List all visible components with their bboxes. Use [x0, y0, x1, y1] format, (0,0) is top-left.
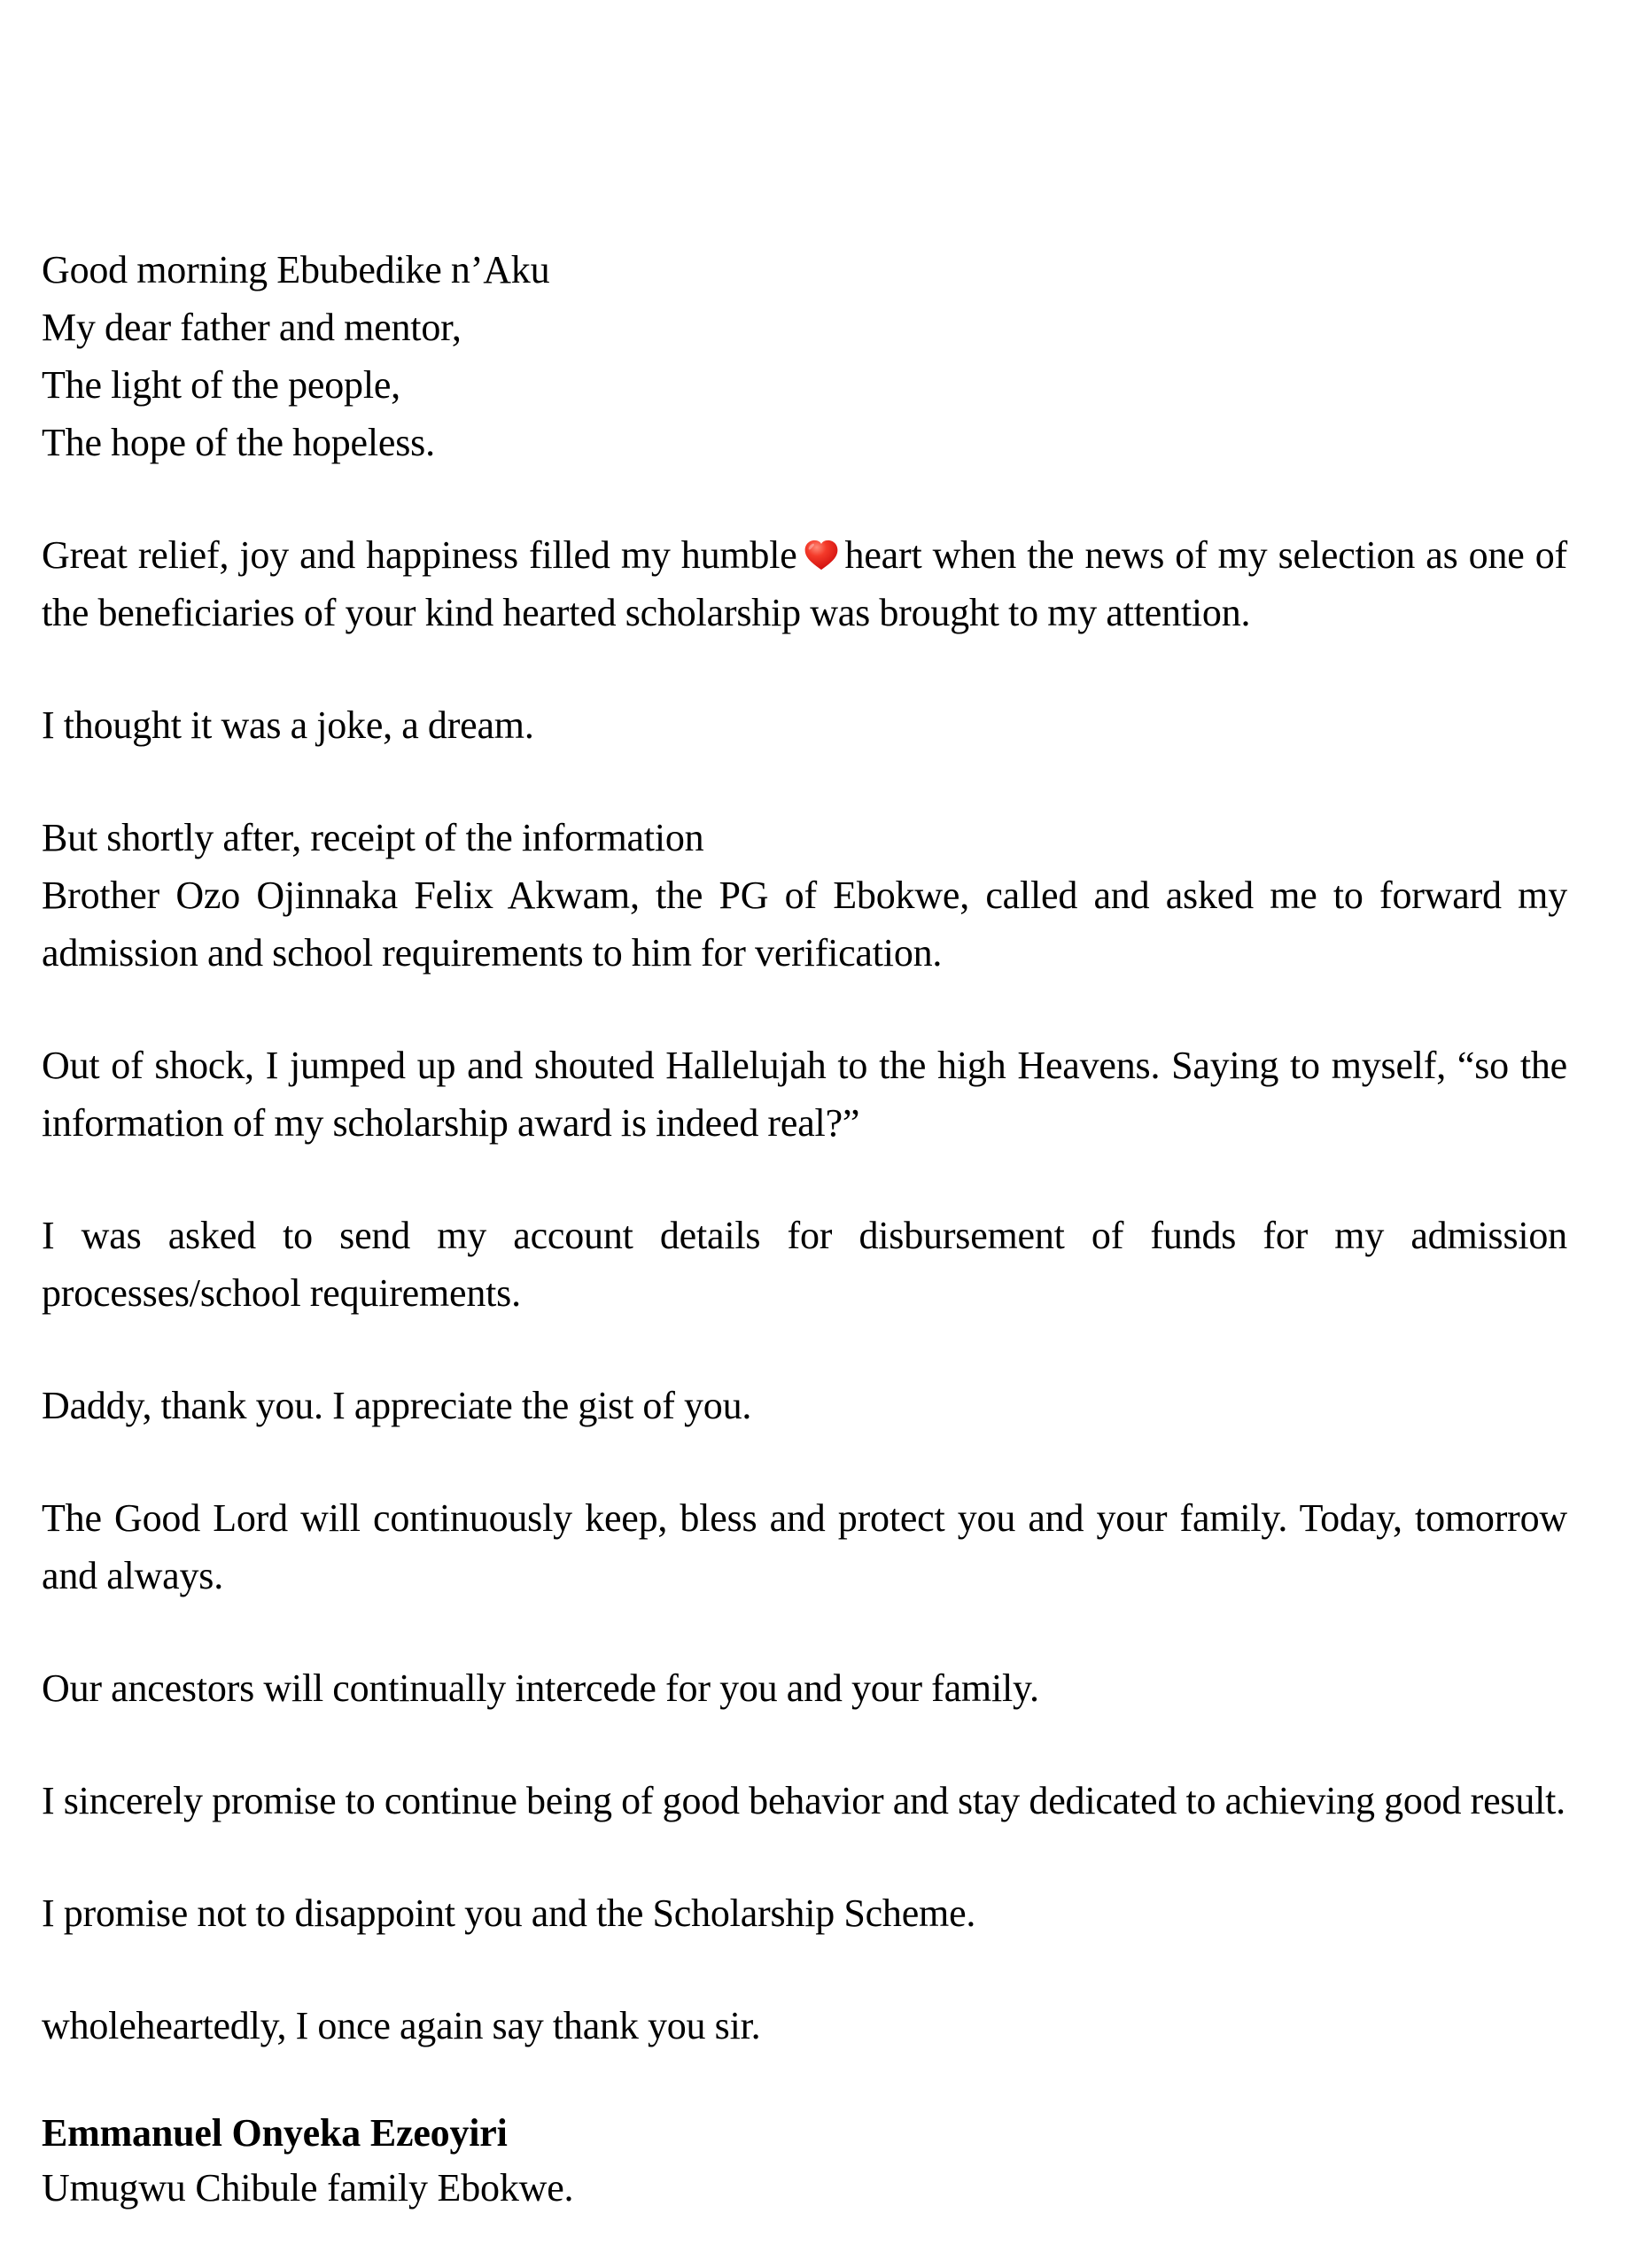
spacer — [42, 1829, 1567, 1884]
paragraph-brother-ozo: Brother Ozo Ojinnaka Felix Akwam, the PG of Ebokwe, called and asked me to forward my admission and school requirements to him for verification. — [42, 874, 1567, 975]
paragraph-good-lord: The Good Lord will continuously keep, bless and protect you and your family. Today, tomorrow and always. — [42, 1496, 1567, 1597]
paragraph-account-details: I was asked to send my account details for disbursement of funds for my admission processes/school requirements. — [42, 1214, 1567, 1315]
red-heart-icon — [803, 536, 840, 573]
spacer — [42, 982, 1567, 1037]
paragraph-closing-thanks: wholeheartedly, I once again say thank you sir. — [42, 2004, 761, 2047]
salutation-line-3: The light of the people, — [42, 363, 400, 407]
salutation-line-1: Good morning Ebubedike n’Aku — [42, 248, 550, 291]
salutation-line-4: The hope of the hopeless. — [42, 421, 435, 464]
signature-name: Emmanuel Onyeka Ezeoyiri — [42, 2111, 508, 2155]
spacer — [42, 1152, 1567, 1207]
paragraph-daddy-thanks: Daddy, thank you. I appreciate the gist of you. — [42, 1384, 752, 1427]
paragraph-gratitude-part-2: heart when the news of my selection as one of the beneficiaries of your kind hearted scholarship was brought to my attention. — [42, 533, 1567, 634]
spacer — [42, 1604, 1567, 1659]
paragraph-promise-behavior: I sincerely promise to continue being of good behavior and stay dedicated to achieving good result. — [42, 1779, 1565, 1822]
spacer — [42, 641, 1567, 696]
salutation-line-2: My dear father and mentor, — [42, 306, 462, 349]
paragraph-information-intro: But shortly after, receipt of the information — [42, 816, 704, 859]
paragraph-gratitude — [42, 526, 1567, 641]
spacer — [42, 1434, 1567, 1489]
spacer — [42, 1717, 1567, 1772]
salutation-block — [42, 241, 1567, 471]
signature-affiliation: Umugwu Chibule family Ebokwe. — [42, 2166, 574, 2210]
spacer — [42, 1942, 1567, 1997]
paragraph-out-of-shock: Out of shock, I jumped up and shouted Hallelujah to the high Heavens. Saying to myself, “so the information of my scholarship award is indeed real?” — [42, 1044, 1567, 1145]
spacer — [42, 471, 1567, 526]
paragraph-promise-not-disappoint: I promise not to disappoint you and the Scholarship Scheme. — [42, 1891, 976, 1935]
letter-body — [42, 241, 1567, 2216]
paragraph-ancestors: Our ancestors will continually intercede for you and your family. — [42, 1666, 1039, 1710]
paragraph-joke-dream: I thought it was a joke, a dream. — [42, 703, 534, 747]
spacer — [42, 754, 1567, 809]
spacer — [42, 1322, 1567, 1377]
spacer — [42, 2054, 1567, 2106]
paragraph-gratitude-part-1: Great relief, joy and happiness filled my humble — [42, 533, 797, 577]
